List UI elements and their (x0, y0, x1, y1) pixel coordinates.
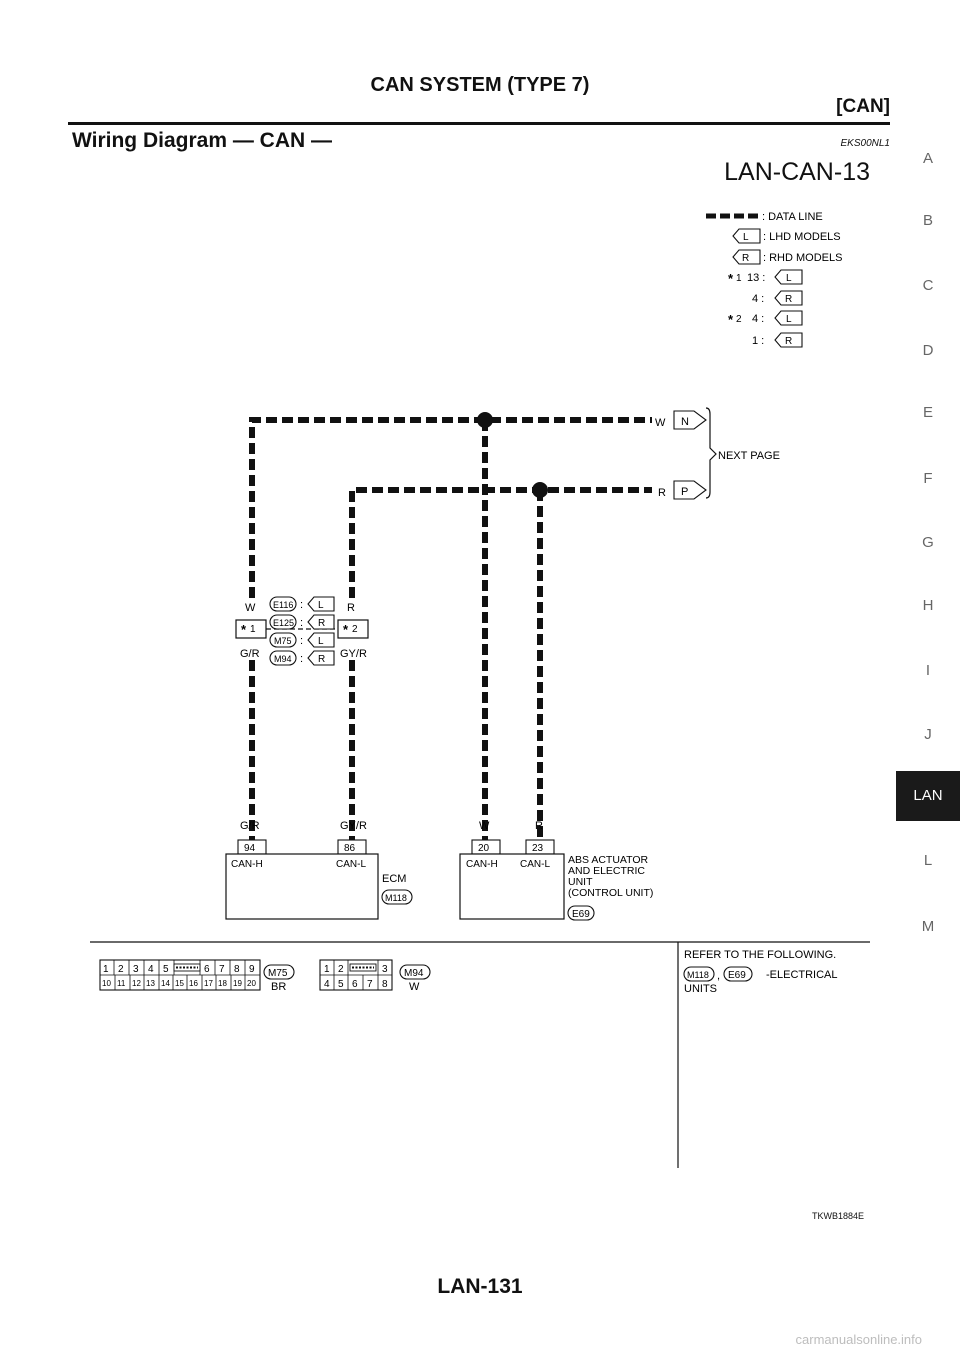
side-index-j[interactable]: J (924, 726, 932, 743)
m75-pin: 17 (204, 979, 213, 988)
ecm-unit (226, 820, 412, 919)
ref-colon: : (300, 653, 304, 665)
connector-tag-m94-label: M94 (274, 654, 292, 664)
wire-color-left-lower: G/R (240, 648, 260, 660)
m75-pin: 4 (148, 964, 154, 975)
abs-name-line2: AND ELECTRIC (568, 865, 646, 877)
rhd-symbol-letter: R (785, 336, 793, 347)
section-tag: [CAN] (836, 96, 890, 117)
ref-model: R (318, 618, 326, 629)
next-page-label: NEXT PAGE (718, 450, 780, 462)
wire-color-top-right: W (655, 417, 666, 429)
m75-pin: 13 (146, 979, 155, 988)
side-index-d[interactable]: D (922, 342, 934, 359)
ref-colon: : (300, 617, 304, 629)
abs-name-line1: ABS ACTUATOR (568, 854, 649, 866)
star-icon: * (728, 312, 734, 327)
m75-pin: 2 (118, 964, 124, 975)
m75-pin: 18 (218, 979, 227, 988)
ecm-wire1-color: G/R (240, 820, 260, 832)
star-icon: * (241, 622, 247, 637)
legend (706, 211, 842, 347)
ecm-can-h: CAN-H (231, 859, 263, 870)
legend-star2-b-num: 1 : (752, 335, 765, 347)
rhd-symbol-letter: R (742, 253, 750, 264)
m94-pin: 1 (324, 964, 330, 975)
abs-can-h: CAN-H (466, 859, 498, 870)
abs-can-l: CAN-L (520, 859, 551, 870)
refer-suffix: -ELECTRICAL (766, 969, 838, 981)
m94-pin: 2 (338, 964, 344, 975)
legend-star1-label: 1 (736, 273, 742, 284)
m75-pin: 14 (161, 979, 170, 988)
footer-site: carmanualsonline.info (795, 1332, 922, 1347)
m75-pin: 11 (117, 979, 126, 988)
ecm-pin-94-label: 94 (244, 843, 256, 854)
abs-name-line3: UNIT (568, 876, 593, 888)
connector-face-m94 (320, 960, 430, 993)
legend-rhd: : RHD MODELS (763, 252, 843, 264)
junction-star1-label: 1 (250, 624, 256, 635)
diagram-title: Wiring Diagram — CAN — (72, 129, 332, 152)
connector-tag-e125-label: E125 (273, 618, 295, 628)
m94-pin: 8 (382, 979, 388, 990)
can-l-line-top (352, 490, 652, 598)
ref-model: L (318, 636, 324, 647)
m75-pin: 5 (163, 964, 169, 975)
m94-pin: 6 (352, 979, 358, 990)
ref-model: L (318, 600, 324, 611)
m94-color: W (409, 981, 420, 993)
ecm-wire2-color: GY/R (340, 820, 367, 832)
side-index-a[interactable]: A (922, 150, 933, 167)
wire-color-left-upper: W (245, 602, 256, 614)
m94-pin: 5 (338, 979, 344, 990)
ref-colon: : (300, 599, 304, 611)
diagram-id: LAN-CAN-13 (724, 158, 870, 186)
legend-star2-label: 2 (736, 314, 742, 325)
abs-unit (460, 820, 653, 920)
m75-pin: 7 (219, 964, 225, 975)
m94-pin: 7 (367, 979, 373, 990)
connector-tag-m75-face: M75 (268, 968, 288, 979)
connector-tag-m75-label: M75 (274, 636, 292, 646)
m75-pin: 20 (247, 979, 256, 988)
refer-line3: UNITS (684, 983, 717, 995)
splice-can-h (477, 412, 493, 428)
junction-refs (270, 597, 334, 665)
side-index-l[interactable]: L (923, 852, 933, 869)
side-index-c[interactable]: C (922, 277, 934, 294)
doc-code: EKS00NL1 (840, 138, 890, 149)
wire-color-right-lower: GY/R (340, 648, 367, 660)
lhd-symbol-letter: L (786, 273, 792, 284)
star-icon: * (343, 622, 349, 637)
page-title: CAN SYSTEM (TYPE 7) (370, 74, 590, 96)
side-index-b[interactable]: B (922, 212, 933, 229)
legend-lhd: : LHD MODELS (763, 231, 841, 243)
connector-p-arrow (674, 481, 706, 499)
m75-pin: 12 (132, 979, 141, 988)
connector-tag-m94-face: M94 (404, 968, 424, 979)
ecm-name: ECM (382, 873, 407, 885)
side-index-f[interactable]: F (923, 470, 933, 487)
abs-pin-20-label: 20 (478, 843, 490, 854)
next-page-brace (706, 408, 716, 498)
connector-n-label: N (681, 416, 689, 428)
ecm-can-l: CAN-L (336, 859, 367, 870)
refer-comma: , (717, 970, 721, 982)
image-code: TKWB1884E (811, 1211, 864, 1221)
m75-color: BR (271, 981, 287, 993)
connector-tag-m118-label: M118 (385, 893, 407, 903)
m75-pin: 9 (249, 964, 255, 975)
abs-pin-23-label: 23 (532, 843, 544, 854)
side-index-i[interactable]: I (925, 662, 931, 679)
m94-pin: 4 (324, 979, 330, 990)
refer-conn2: E69 (728, 970, 746, 981)
legend-star1-b-num: 4 : (752, 293, 765, 305)
side-index-h[interactable]: H (922, 597, 934, 614)
refer-note (684, 949, 838, 995)
side-index (896, 0, 960, 1358)
abs-wire2-color: R (535, 820, 543, 832)
m75-pin: 8 (234, 964, 240, 975)
m75-pin: 15 (175, 979, 184, 988)
m75-pin: 1 (103, 964, 109, 975)
side-index-e[interactable]: E (922, 404, 933, 421)
m94-pin: 3 (382, 964, 388, 975)
can-data-lines (252, 420, 652, 840)
connector-n-arrow (674, 411, 706, 429)
m75-pin: 19 (233, 979, 242, 988)
refer-line1: REFER TO THE FOLLOWING. (684, 949, 837, 961)
wire-color-mid-right: R (658, 487, 666, 499)
refer-conn1: M118 (687, 970, 709, 980)
rhd-symbol-letter: R (785, 294, 793, 305)
lhd-symbol-letter: L (743, 232, 749, 243)
m75-pin: 10 (102, 979, 111, 988)
side-index-m[interactable]: M (921, 918, 935, 935)
connector-tag-e116-label: E116 (273, 600, 294, 610)
abs-wire1-color: W (479, 820, 490, 832)
legend-data-line: : DATA LINE (762, 211, 823, 223)
m75-pin: 6 (204, 964, 210, 975)
page-number: LAN-131 (437, 1275, 523, 1298)
ecm-pin-86-label: 86 (344, 843, 356, 854)
connector-face-m75 (100, 960, 294, 993)
m75-pin: 16 (189, 979, 198, 988)
lhd-symbol-letter: L (786, 314, 792, 325)
side-index-lan[interactable]: LAN (896, 771, 960, 821)
wire-color-right-upper: R (347, 602, 355, 614)
connector-tag-e69-label: E69 (572, 909, 590, 920)
ref-colon: : (300, 635, 304, 647)
legend-star1-a-num: 13 : (747, 272, 766, 284)
legend-star2-a-num: 4 : (752, 313, 765, 325)
can-h-line-top (252, 420, 652, 598)
splice-can-l (532, 482, 548, 498)
star-icon: * (728, 271, 734, 286)
m75-pin: 3 (133, 964, 139, 975)
junction-star2-label: 2 (352, 624, 358, 635)
side-index-g[interactable]: G (922, 534, 934, 551)
abs-name-line4: (CONTROL UNIT) (568, 887, 654, 899)
ref-model: R (318, 654, 326, 665)
connector-p-label: P (681, 486, 689, 498)
